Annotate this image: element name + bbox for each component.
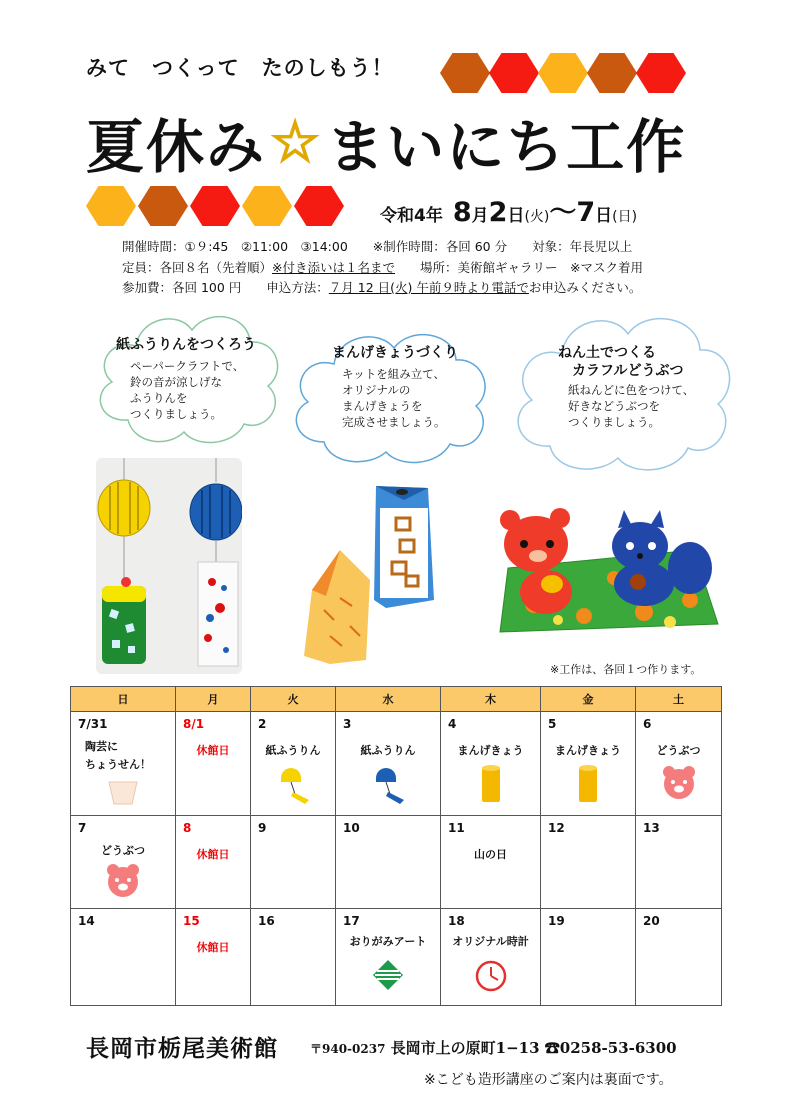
day-number: 16 [258,914,275,928]
end-dow: (日) [612,209,638,225]
era: 令和4年 [380,206,443,226]
weekday-tue: 火 [251,687,336,712]
application-date: ７月 12 日(火) 午前９時より電話で [328,280,529,295]
companion-note: ※付き添いは１名まで [272,260,395,275]
start-month: 8 [452,197,472,228]
calendar-day [541,712,636,816]
workshop-title: まんげきょうづくり [332,345,458,361]
hex-decoration [242,186,292,226]
title-right: まいにち工作 [326,113,687,181]
hex-decoration [636,53,686,93]
fee: 参加費：各回 100 円 申込方法： [122,280,329,295]
kaleidoscope-icon [577,764,599,804]
day-event: どうぶつ [101,844,145,857]
tilde: 〜 [549,197,577,228]
kaleidoscope-illustration-icon [300,480,440,666]
clock-icon [474,959,508,993]
day-number: 13 [643,821,660,835]
postal-code: 〒940-0237 [310,1042,386,1056]
day-number: 9 [258,821,267,835]
museum-address [310,1037,677,1058]
day-number: 14 [78,914,95,928]
day-event: 紙ふうりん [360,744,416,757]
weekday-mon: 月 [176,687,251,712]
day-number: 7/31 [78,717,108,731]
day-number: 18 [448,914,465,928]
day-number: 10 [343,821,360,835]
calendar-day [251,816,336,909]
hex-decoration [294,186,344,226]
tagline: みて つくって たのしもう！ [86,56,394,80]
origami-icon [372,959,404,991]
calendar-day [336,712,441,816]
hex-decoration [489,53,539,93]
calendar-day [176,816,251,909]
pottery-cup-icon [107,780,139,806]
info-line-1: 開催時間：①９:45 ②11:00 ③14:00 ※制作時間：各回 60 分 対象：年長児以上 [122,239,633,254]
venue: 場所：美術館ギャラリー ※マスク着用 [395,260,643,275]
weekday-thu: 木 [441,687,541,712]
kaleidoscope-photo [300,480,440,666]
day-number: 3 [343,717,352,731]
day-number: 17 [343,914,360,928]
info-line-2 [122,258,643,276]
calendar-week [71,909,722,1006]
calendar-day [636,712,722,816]
day-number: 11 [448,821,465,835]
calendar-day [336,909,441,1006]
day-number: 12 [548,821,565,835]
star-icon: ☆ [270,109,323,175]
calendar-day [541,909,636,1006]
event-dates [380,190,637,229]
windchime-illustration-icon [96,458,242,674]
calendar-day [441,712,541,816]
day-event: 休館日 [196,744,230,757]
hex-decoration [538,53,588,93]
clay-animals-photo [494,504,720,634]
calendar-day [636,909,722,1006]
start-dow: (火) [524,209,550,225]
calendar-day [441,816,541,909]
day-number: 2 [258,717,267,731]
day-event: 紙ふうりん [265,744,321,757]
kaleidoscope-icon [480,764,502,804]
hex-decoration [440,53,490,93]
calendar-day [441,909,541,1006]
day-number: 15 [183,914,200,928]
weekday-sun: 日 [71,687,176,712]
phone-number: ☎0258-53-6300 [544,1039,677,1057]
day-number: 19 [548,914,565,928]
weekday-header [71,687,722,712]
start-day: 2 [488,197,508,228]
day-number: 6 [643,717,652,731]
workshop-cloud-kaleidoscope [284,318,498,468]
hex-decoration [190,186,240,226]
day-event: どうぶつ [656,744,701,757]
hex-decoration [138,186,188,226]
workshop-title: 紙ふうりんをつくろう [116,337,256,353]
back-page-note: ※こども造形講座のご案内は裏面です。 [424,1072,673,1088]
application-tail: お申込みください。 [528,280,642,295]
workshop-note: ※工作は、各回１つ作ります。 [550,663,702,676]
weekday-wed: 水 [336,687,441,712]
day-event: まんげきょう [457,744,524,757]
hex-decoration [587,53,637,93]
day-event: 休館日 [196,941,230,954]
bear-face-icon [105,862,141,898]
day-event: まんげきょう [555,744,621,757]
calendar-day [251,712,336,816]
calendar-day [71,909,176,1006]
weekday-sat: 土 [636,687,722,712]
calendar-day [251,909,336,1006]
end-day: 7 [576,197,596,228]
calendar-week [71,712,722,816]
address: 長岡市上の原町1−13 [390,1039,540,1057]
calendar-day [71,712,176,816]
calendar-day [71,816,176,909]
event-calendar [70,686,722,1006]
calendar-day [541,816,636,909]
windchime-photo [96,458,242,674]
capacity: 定員：各回８名（先着順） [122,260,273,275]
day-number: 7 [78,821,87,835]
day-number: 8 [183,821,192,835]
clay-animals-illustration-icon [494,504,720,634]
day-number: 8/1 [183,717,205,731]
workshop-cloud-windchime [88,300,288,450]
end-day-char: 日 [595,206,613,226]
calendar-day [176,712,251,816]
day-number: 5 [548,717,557,731]
bear-face-icon [661,764,697,800]
info-line-3 [122,278,641,296]
workshop-description: ペーパークラフトで、 鈴の音が涼しげな ふうりんを つくりましょう。 [130,359,245,421]
month-char: 月 [471,206,489,226]
calendar-day [176,909,251,1006]
main-title [86,100,686,184]
day-event: オリジナル時計 [452,935,529,948]
weekday-fri: 金 [541,687,636,712]
yellow-windchime-icon [273,764,313,806]
day-event: 陶芸に ちょうせん！ [85,740,151,771]
day-event: 山の日 [474,848,507,861]
workshop-description: キットを組み立て、 オリジナルの まんげきょうを 完成させましょう。 [342,367,446,429]
blue-windchime-icon [368,764,408,806]
day-char: 日 [507,206,525,226]
workshop-description: 紙ねんどに色をつけて、 好きなどうぶつを つくりましょう。 [568,383,695,429]
day-event: おりがみアート [349,935,427,948]
day-event: 休館日 [196,848,230,861]
calendar-day [636,816,722,909]
calendar-day [336,816,441,909]
day-number: 20 [643,914,660,928]
day-number: 4 [448,717,457,731]
calendar-week [71,816,722,909]
workshop-title: ねん土でつくる カラフルどうぶつ [558,345,684,379]
title-left: 夏休み [86,113,267,181]
workshop-cloud-animals [506,300,736,478]
museum-name: 長岡市栃尾美術館 [86,1035,278,1062]
hex-decoration [86,186,136,226]
